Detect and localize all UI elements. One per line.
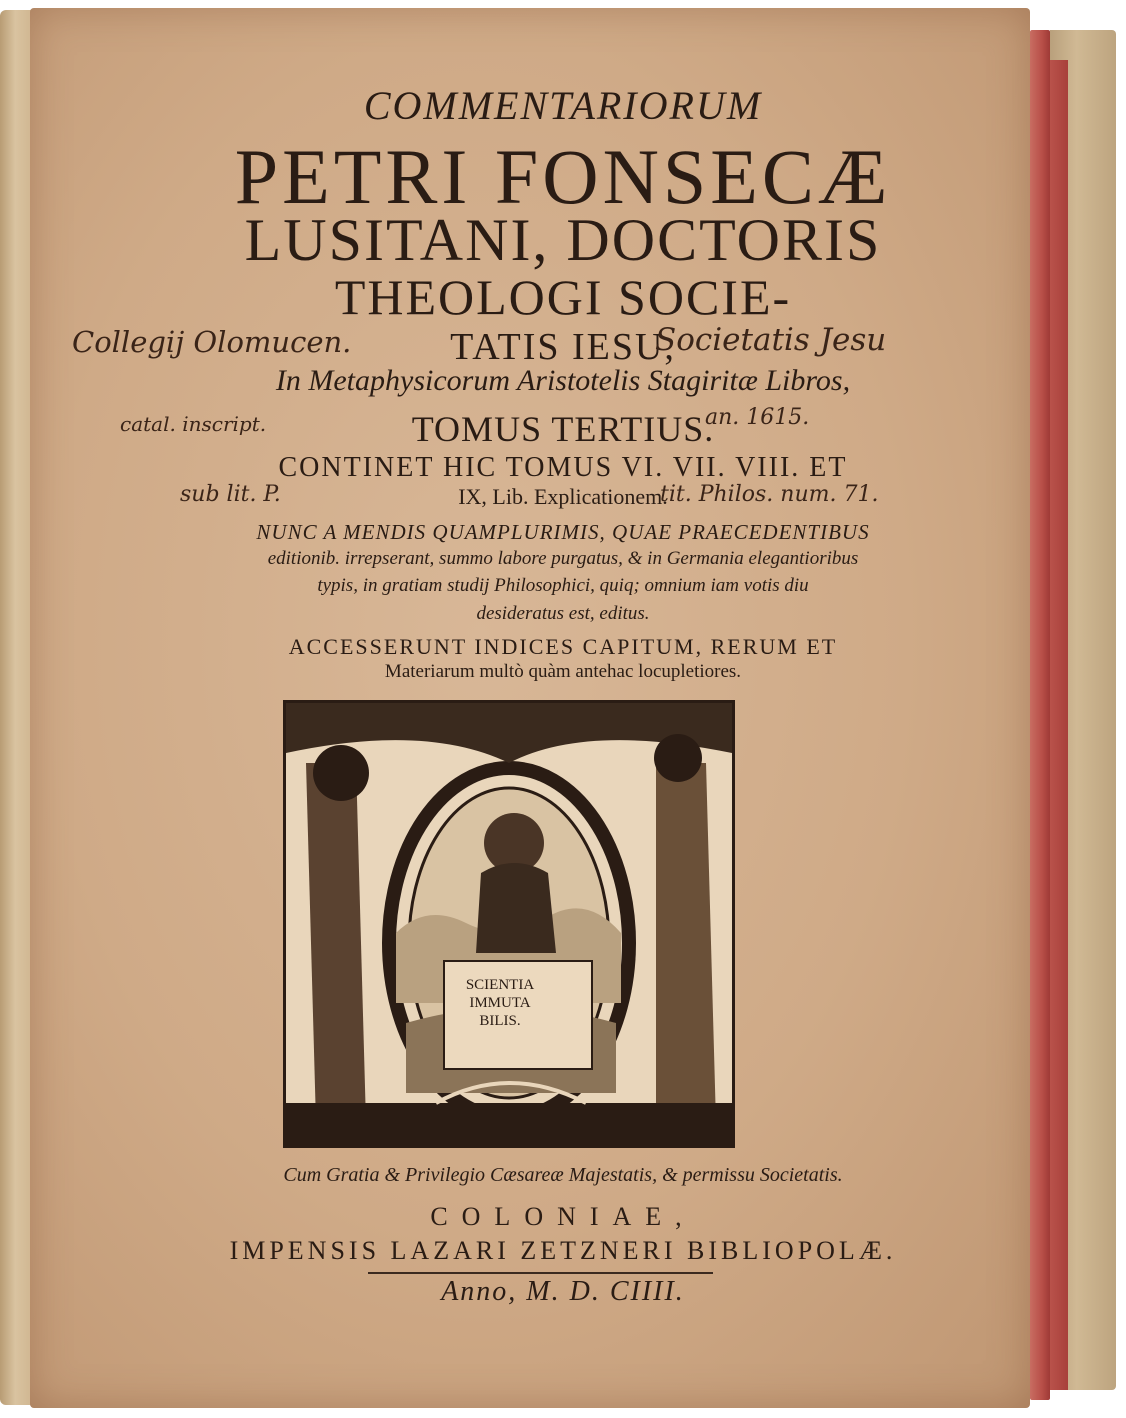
- title-line-explicationem: IX, Lib. Explicationem.: [458, 484, 668, 509]
- title-line-author: PETRI FONSECÆ: [234, 133, 892, 220]
- tablet-line-1: SCIENTIA: [465, 977, 535, 993]
- title-line-tomus: TOMUS TERTIUS.: [411, 409, 715, 449]
- manuscript-societatis: Societatis Jesu: [655, 322, 887, 358]
- title-line-desideratus: desideratus est, editus.: [476, 603, 650, 624]
- woodcut-printer-device: [283, 700, 735, 1148]
- imprint-date: Anno, M. D. CIIII.: [441, 1276, 685, 1307]
- manuscript-year: an. 1615.: [705, 405, 810, 430]
- title-line-commentariorum: COMMENTARIORUM: [363, 83, 763, 128]
- manuscript-collegii: Collegij Olomucen.: [72, 325, 352, 359]
- title-line-typis: typis, in gratiam studij Philosophici, quiq; omnium iam votis diu: [317, 575, 809, 596]
- title-line-metaphysicorum: In Metaphysicorum Aristotelis Stagiritæ Libros,: [275, 364, 851, 397]
- title-line-nunc: NUNC A MENDIS QUAMPLURIMIS, QUAE PRAECEDENTIBUS: [256, 520, 870, 544]
- imprint-publisher: IMPENSIS LAZARI ZETZNERI BIBLIOPOLÆ.: [229, 1236, 897, 1265]
- tablet-line-2: IMMUTA: [469, 995, 531, 1011]
- tablet-motto: [455, 976, 545, 1030]
- manuscript-title-number: tit. Philos. num. 71.: [660, 482, 879, 507]
- title-line-accesserunt: ACCESSERUNT INDICES CAPITUM, RERUM ET: [288, 634, 838, 659]
- woodcut-tablet: [443, 960, 593, 1070]
- title-line-lusitani: LUSITANI, DOCTORIS: [244, 207, 882, 273]
- title-line-theologi: THEOLOGI SOCIE-: [334, 269, 792, 325]
- imprint-place: COLONIAE,: [430, 1202, 696, 1231]
- title-line-materiarum: Materiarum multò quàm antehac locupletiores.: [384, 661, 742, 682]
- manuscript-sub-lit: sub lit. P.: [180, 482, 281, 507]
- tablet-line-3: BILIS.: [479, 1013, 521, 1029]
- title-line-tatis: TATIS IESU,: [450, 326, 676, 368]
- privilege-line: Cum Gratia & Privilegio Cæsareæ Majestatis, & permissu Societatis.: [283, 1164, 843, 1186]
- imprint-rule: [368, 1272, 713, 1274]
- manuscript-catalogue: catal. inscript.: [120, 412, 267, 436]
- title-line-continet: CONTINET HIC TOMUS VI. VII. VIII. ET: [278, 452, 848, 483]
- title-line-editionib: editionib. irrepserant, summo labore purgatus, & in Germania elegantioribus: [267, 548, 859, 569]
